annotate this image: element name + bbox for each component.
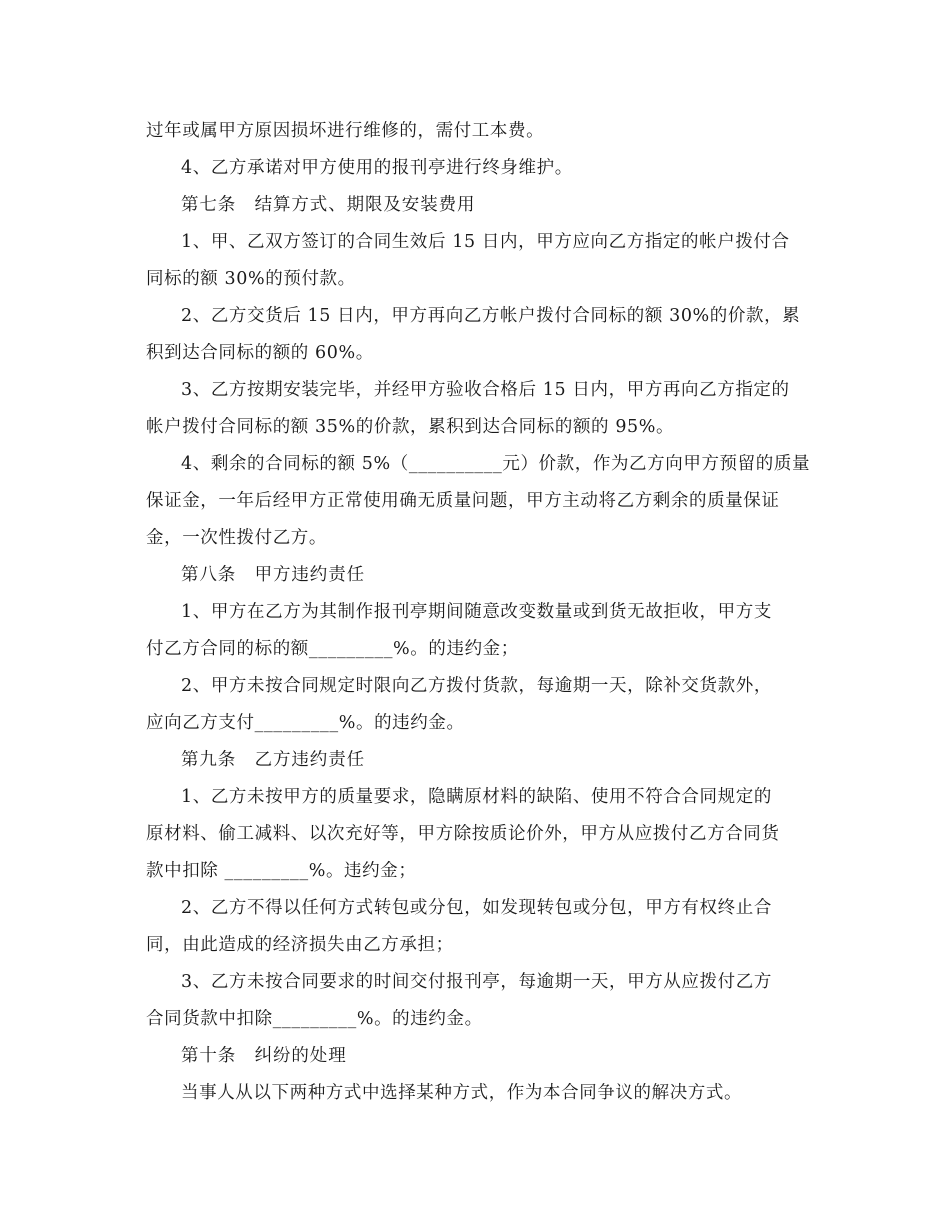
section-heading: 第十条 纠纷的处理 xyxy=(181,1046,347,1066)
body-line: 合同货款中扣除_________%。的违约金。 xyxy=(146,1009,483,1029)
body-line: 2、乙方不得以任何方式转包或分包，如发现转包或分包，甲方有权终止合 xyxy=(181,898,772,918)
section-heading: 第七条 结算方式、期限及安装费用 xyxy=(181,195,476,215)
body-line: 同标的额 30%的预付款。 xyxy=(146,269,356,289)
body-line: 2、甲方未按合同规定时限向乙方拨付货款，每逾期一天，除补交货款外， xyxy=(181,676,772,696)
body-line: 应向乙方支付_________%。的违约金。 xyxy=(146,713,465,733)
body-line: 付乙方合同的标的额_________%。的违约金； xyxy=(146,639,519,659)
section-heading: 第八条 甲方违约责任 xyxy=(181,565,365,585)
body-line: 4、剩余的合同标的额 5%（__________元）价款，作为乙方向甲方预留的质量 xyxy=(181,454,811,474)
body-line: 1、乙方未按甲方的质量要求，隐瞒原材料的缺陷、使用不符合合同规定的 xyxy=(181,787,772,807)
body-line: 3、乙方按期安装完毕，并经甲方验收合格后 15 日内，甲方再向乙方指定的 xyxy=(181,380,790,400)
body-line: 当事人从以下两种方式中选择某种方式，作为本合同争议的解决方式。 xyxy=(181,1083,743,1103)
body-line: 款中扣除 _________%。违约金； xyxy=(146,861,417,881)
body-line: 1、甲方在乙方为其制作报刊亭期间随意改变数量或到货无故拒收，甲方支 xyxy=(181,602,772,622)
body-line: 1、甲、乙双方签订的合同生效后 15 日内，甲方应向乙方指定的帐户拨付合 xyxy=(181,232,790,252)
body-line: 保证金，一年后经甲方正常使用确无质量问题，甲方主动将乙方剩余的质量保证 xyxy=(146,491,780,511)
body-line: 原材料、偷工减料、以次充好等，甲方除按质论价外，甲方从应拨付乙方合同货 xyxy=(146,824,780,844)
body-line: 同，由此造成的经济损失由乙方承担； xyxy=(146,935,454,955)
body-line: 过年或属甲方原因损坏进行维修的，需付工本费。 xyxy=(146,121,545,141)
body-line: 3、乙方未按合同要求的时间交付报刊亭，每逾期一天，甲方从应拨付乙方 xyxy=(181,972,772,992)
body-line: 4、乙方承诺对甲方使用的报刊亭进行终身维护。 xyxy=(181,158,573,178)
body-line: 积到达合同标的额的 60%。 xyxy=(146,343,374,363)
body-line: 帐户拨付合同标的额 35%的价款，累积到达合同标的额的 95%。 xyxy=(146,417,675,437)
body-line: 金，一次性拨付乙方。 xyxy=(146,528,327,548)
document-body xyxy=(146,113,811,1112)
section-heading: 第九条 乙方违约责任 xyxy=(181,750,365,770)
body-line: 2、乙方交货后 15 日内，甲方再向乙方帐户拨付合同标的额 30%的价款，累 xyxy=(181,306,801,326)
